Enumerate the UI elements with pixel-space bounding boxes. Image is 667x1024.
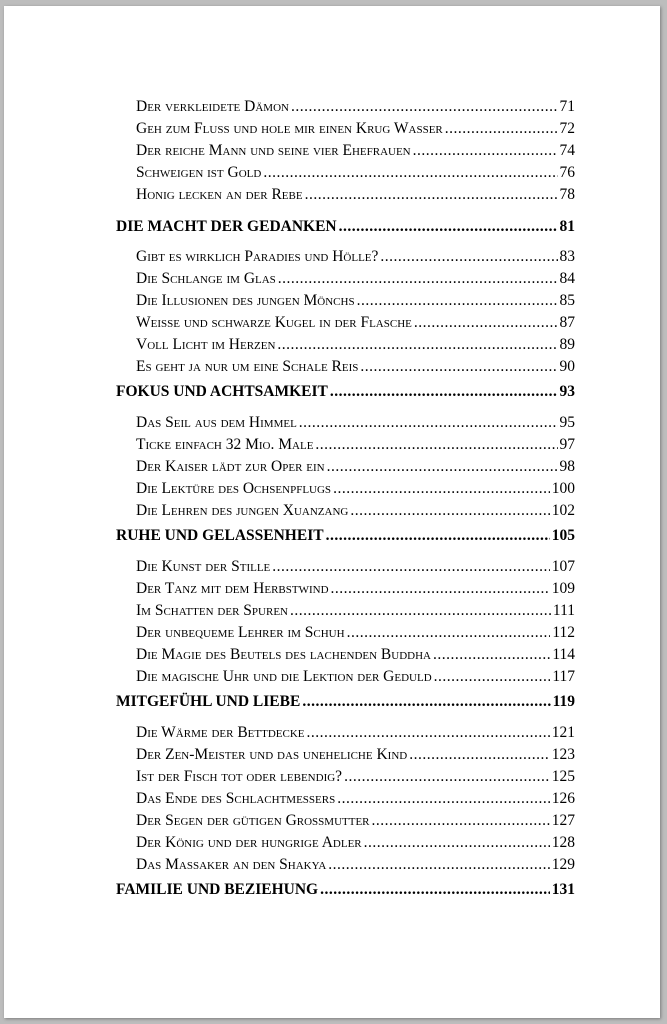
toc-entry-title: Das Seil aus dem Himmel bbox=[136, 414, 297, 431]
toc-page-number: 84 bbox=[559, 270, 575, 287]
toc-entry bbox=[136, 855, 575, 875]
toc-entry-title: Schweigen ist Gold bbox=[136, 164, 262, 181]
toc-leader-dots bbox=[360, 357, 557, 377]
toc-entry-title: Gibt es wirklich Paradies und Hölle? bbox=[136, 248, 379, 265]
toc-page-number: 117 bbox=[552, 668, 575, 685]
toc-leader-dots bbox=[291, 97, 558, 117]
toc-leader-dots bbox=[445, 119, 558, 139]
toc-entry bbox=[136, 97, 575, 117]
toc-entry-title: Es geht ja nur um eine Schale Reis bbox=[136, 358, 359, 375]
document-page bbox=[4, 6, 660, 1018]
toc-page-number: 71 bbox=[559, 98, 575, 115]
toc-entry bbox=[136, 767, 575, 787]
toc-entry-title: Ticke einfach 32 Mio. Male bbox=[136, 436, 314, 453]
toc-page-number: 121 bbox=[551, 724, 575, 741]
toc-entry bbox=[136, 357, 575, 377]
toc-entry bbox=[136, 501, 575, 521]
toc-leader-dots bbox=[347, 623, 551, 643]
toc-page-number: 89 bbox=[559, 336, 575, 353]
table-of-contents bbox=[4, 6, 660, 1018]
toc-entry-title: Der verkleidete Dämon bbox=[136, 98, 289, 115]
toc-leader-dots bbox=[350, 501, 549, 521]
toc-leader-dots bbox=[272, 557, 549, 577]
toc-entry bbox=[136, 645, 575, 665]
toc-section-heading bbox=[116, 217, 575, 237]
toc-leader-dots bbox=[327, 457, 558, 477]
toc-page-number: 111 bbox=[552, 602, 575, 619]
toc-section-title: FOKUS UND ACHTSAMKEIT bbox=[116, 383, 328, 400]
toc-page-number: 87 bbox=[559, 314, 575, 331]
toc-entry-title: Der unbequeme Lehrer im Schuh bbox=[136, 624, 345, 641]
toc-entry-title: Der Zen-Meister und das uneheliche Kind bbox=[136, 746, 408, 763]
toc-leader-dots bbox=[414, 313, 558, 333]
toc-leader-dots bbox=[433, 645, 550, 665]
toc-leader-dots bbox=[302, 692, 550, 712]
toc-leader-dots bbox=[307, 723, 550, 743]
toc-entry bbox=[136, 313, 575, 333]
toc-page-number: 72 bbox=[559, 120, 575, 137]
toc-entry-title: Voll Licht im Herzen bbox=[136, 336, 276, 353]
toc-leader-dots bbox=[413, 141, 558, 161]
toc-leader-dots bbox=[344, 767, 550, 787]
toc-page-number: 112 bbox=[552, 624, 575, 641]
toc-leader-dots bbox=[380, 247, 557, 267]
toc-leader-dots bbox=[320, 880, 550, 900]
toc-page-number: 100 bbox=[551, 480, 575, 497]
toc-entry-title: Der reiche Mann und seine vier Ehefrauen bbox=[136, 142, 411, 159]
toc-leader-dots bbox=[315, 435, 557, 455]
toc-entry-title: Das Ende des Schlachtmessers bbox=[136, 790, 336, 807]
toc-leader-dots bbox=[305, 185, 558, 205]
toc-section-heading bbox=[116, 382, 575, 402]
toc-entry-title: Der König und der hungrige Adler bbox=[136, 834, 362, 851]
toc-entry-title: Der Segen der gütigen Großmutter bbox=[136, 812, 370, 829]
toc-page-number: 90 bbox=[559, 358, 575, 375]
toc-entry-title: Das Massaker an den Shakya bbox=[136, 856, 327, 873]
toc-leader-dots bbox=[330, 382, 558, 402]
toc-entry-title: Im Schatten der Spuren bbox=[136, 602, 288, 619]
toc-entry bbox=[136, 291, 575, 311]
toc-entry bbox=[136, 413, 575, 433]
toc-page-number: 109 bbox=[551, 580, 575, 597]
toc-entry bbox=[136, 811, 575, 831]
toc-page-number: 81 bbox=[559, 218, 575, 235]
toc-page-number: 131 bbox=[551, 881, 575, 898]
toc-entry bbox=[136, 723, 575, 743]
toc-entry-title: Die Magie des Beutels des lachenden Buddha bbox=[136, 646, 431, 663]
toc-section-heading bbox=[116, 526, 575, 546]
toc-page-number: 76 bbox=[559, 164, 575, 181]
toc-entry bbox=[136, 185, 575, 205]
toc-entry bbox=[136, 269, 575, 289]
toc-page-number: 107 bbox=[551, 558, 575, 575]
toc-page-number: 78 bbox=[559, 186, 575, 203]
toc-leader-dots bbox=[333, 479, 550, 499]
toc-entry bbox=[136, 119, 575, 139]
toc-page-number: 97 bbox=[559, 436, 575, 453]
toc-leader-dots bbox=[409, 745, 550, 765]
toc-leader-dots bbox=[299, 413, 558, 433]
toc-entry bbox=[136, 247, 575, 267]
toc-entry-title: Die Illusionen des jungen Mönchs bbox=[136, 292, 355, 309]
toc-entry-title: Honig lecken an der Rebe bbox=[136, 186, 303, 203]
toc-leader-dots bbox=[372, 811, 550, 831]
toc-section-title: FAMILIE UND BEZIEHUNG bbox=[116, 881, 319, 898]
toc-entry bbox=[136, 141, 575, 161]
toc-entry-title: Der Tanz mit dem Herbstwind bbox=[136, 580, 329, 597]
toc-page-number: 127 bbox=[551, 812, 575, 829]
toc-entry bbox=[136, 435, 575, 455]
toc-entry-title: Geh zum Fluss und hole mir einen Krug Wasser bbox=[136, 120, 443, 137]
toc-entry-title: Die Lehren des jungen Xuanzang bbox=[136, 502, 349, 519]
toc-page-number: 95 bbox=[559, 414, 575, 431]
toc-section-title: RUHE UND GELASSENHEIT bbox=[116, 527, 324, 544]
toc-section-title: MITGEFÜHL UND LIEBE bbox=[116, 693, 301, 710]
toc-leader-dots bbox=[337, 789, 550, 809]
toc-page-number: 126 bbox=[551, 790, 575, 807]
toc-leader-dots bbox=[263, 163, 557, 183]
toc-page-number: 129 bbox=[551, 856, 575, 873]
toc-entry bbox=[136, 457, 575, 477]
toc-page-number: 74 bbox=[559, 142, 575, 159]
toc-page-number: 125 bbox=[551, 768, 575, 785]
toc-entry bbox=[136, 833, 575, 853]
toc-page-number: 114 bbox=[552, 646, 575, 663]
toc-entry bbox=[136, 789, 575, 809]
toc-page-number: 123 bbox=[551, 746, 575, 763]
toc-section-heading bbox=[116, 880, 575, 900]
toc-entry bbox=[136, 335, 575, 355]
toc-section-heading bbox=[116, 692, 575, 712]
toc-entry-title: Weiße und schwarze Kugel in der Flasche bbox=[136, 314, 412, 331]
toc-section-title: DIE MACHT DER GEDANKEN bbox=[116, 218, 337, 235]
toc-leader-dots bbox=[290, 601, 551, 621]
toc-entry-title: Die magische Uhr und die Lektion der Geduld bbox=[136, 668, 432, 685]
toc-page-number: 98 bbox=[559, 458, 575, 475]
toc-entry bbox=[136, 667, 575, 687]
toc-page-number: 83 bbox=[559, 248, 575, 265]
toc-leader-dots bbox=[364, 833, 550, 853]
toc-entry bbox=[136, 163, 575, 183]
toc-leader-dots bbox=[434, 667, 551, 687]
toc-page-number: 93 bbox=[559, 383, 575, 400]
toc-entry bbox=[136, 745, 575, 765]
toc-entry bbox=[136, 601, 575, 621]
toc-page-number: 85 bbox=[559, 292, 575, 309]
toc-page-number: 128 bbox=[551, 834, 575, 851]
toc-entry-title: Ist der Fisch tot oder lebendig? bbox=[136, 768, 343, 785]
toc-entry-title: Die Schlange im Glas bbox=[136, 270, 276, 287]
toc-entry-title: Die Kunst der Stille bbox=[136, 558, 271, 575]
toc-entry bbox=[136, 557, 575, 577]
toc-leader-dots bbox=[339, 217, 558, 237]
toc-leader-dots bbox=[326, 526, 550, 546]
toc-entry-title: Der Kaiser lädt zur Oper ein bbox=[136, 458, 325, 475]
toc-page-number: 105 bbox=[551, 527, 575, 544]
toc-leader-dots bbox=[278, 269, 558, 289]
toc-entry bbox=[136, 479, 575, 499]
toc-entry-title: Die Wärme der Bettdecke bbox=[136, 724, 305, 741]
toc-entry bbox=[136, 579, 575, 599]
toc-entry-title: Die Lektüre des Ochsenpflugs bbox=[136, 480, 332, 497]
toc-leader-dots bbox=[357, 291, 558, 311]
toc-leader-dots bbox=[277, 335, 557, 355]
toc-page-number: 119 bbox=[552, 693, 575, 710]
toc-leader-dots bbox=[331, 579, 550, 599]
toc-leader-dots bbox=[328, 855, 549, 875]
toc-entry bbox=[136, 623, 575, 643]
toc-page-number: 102 bbox=[551, 502, 575, 519]
